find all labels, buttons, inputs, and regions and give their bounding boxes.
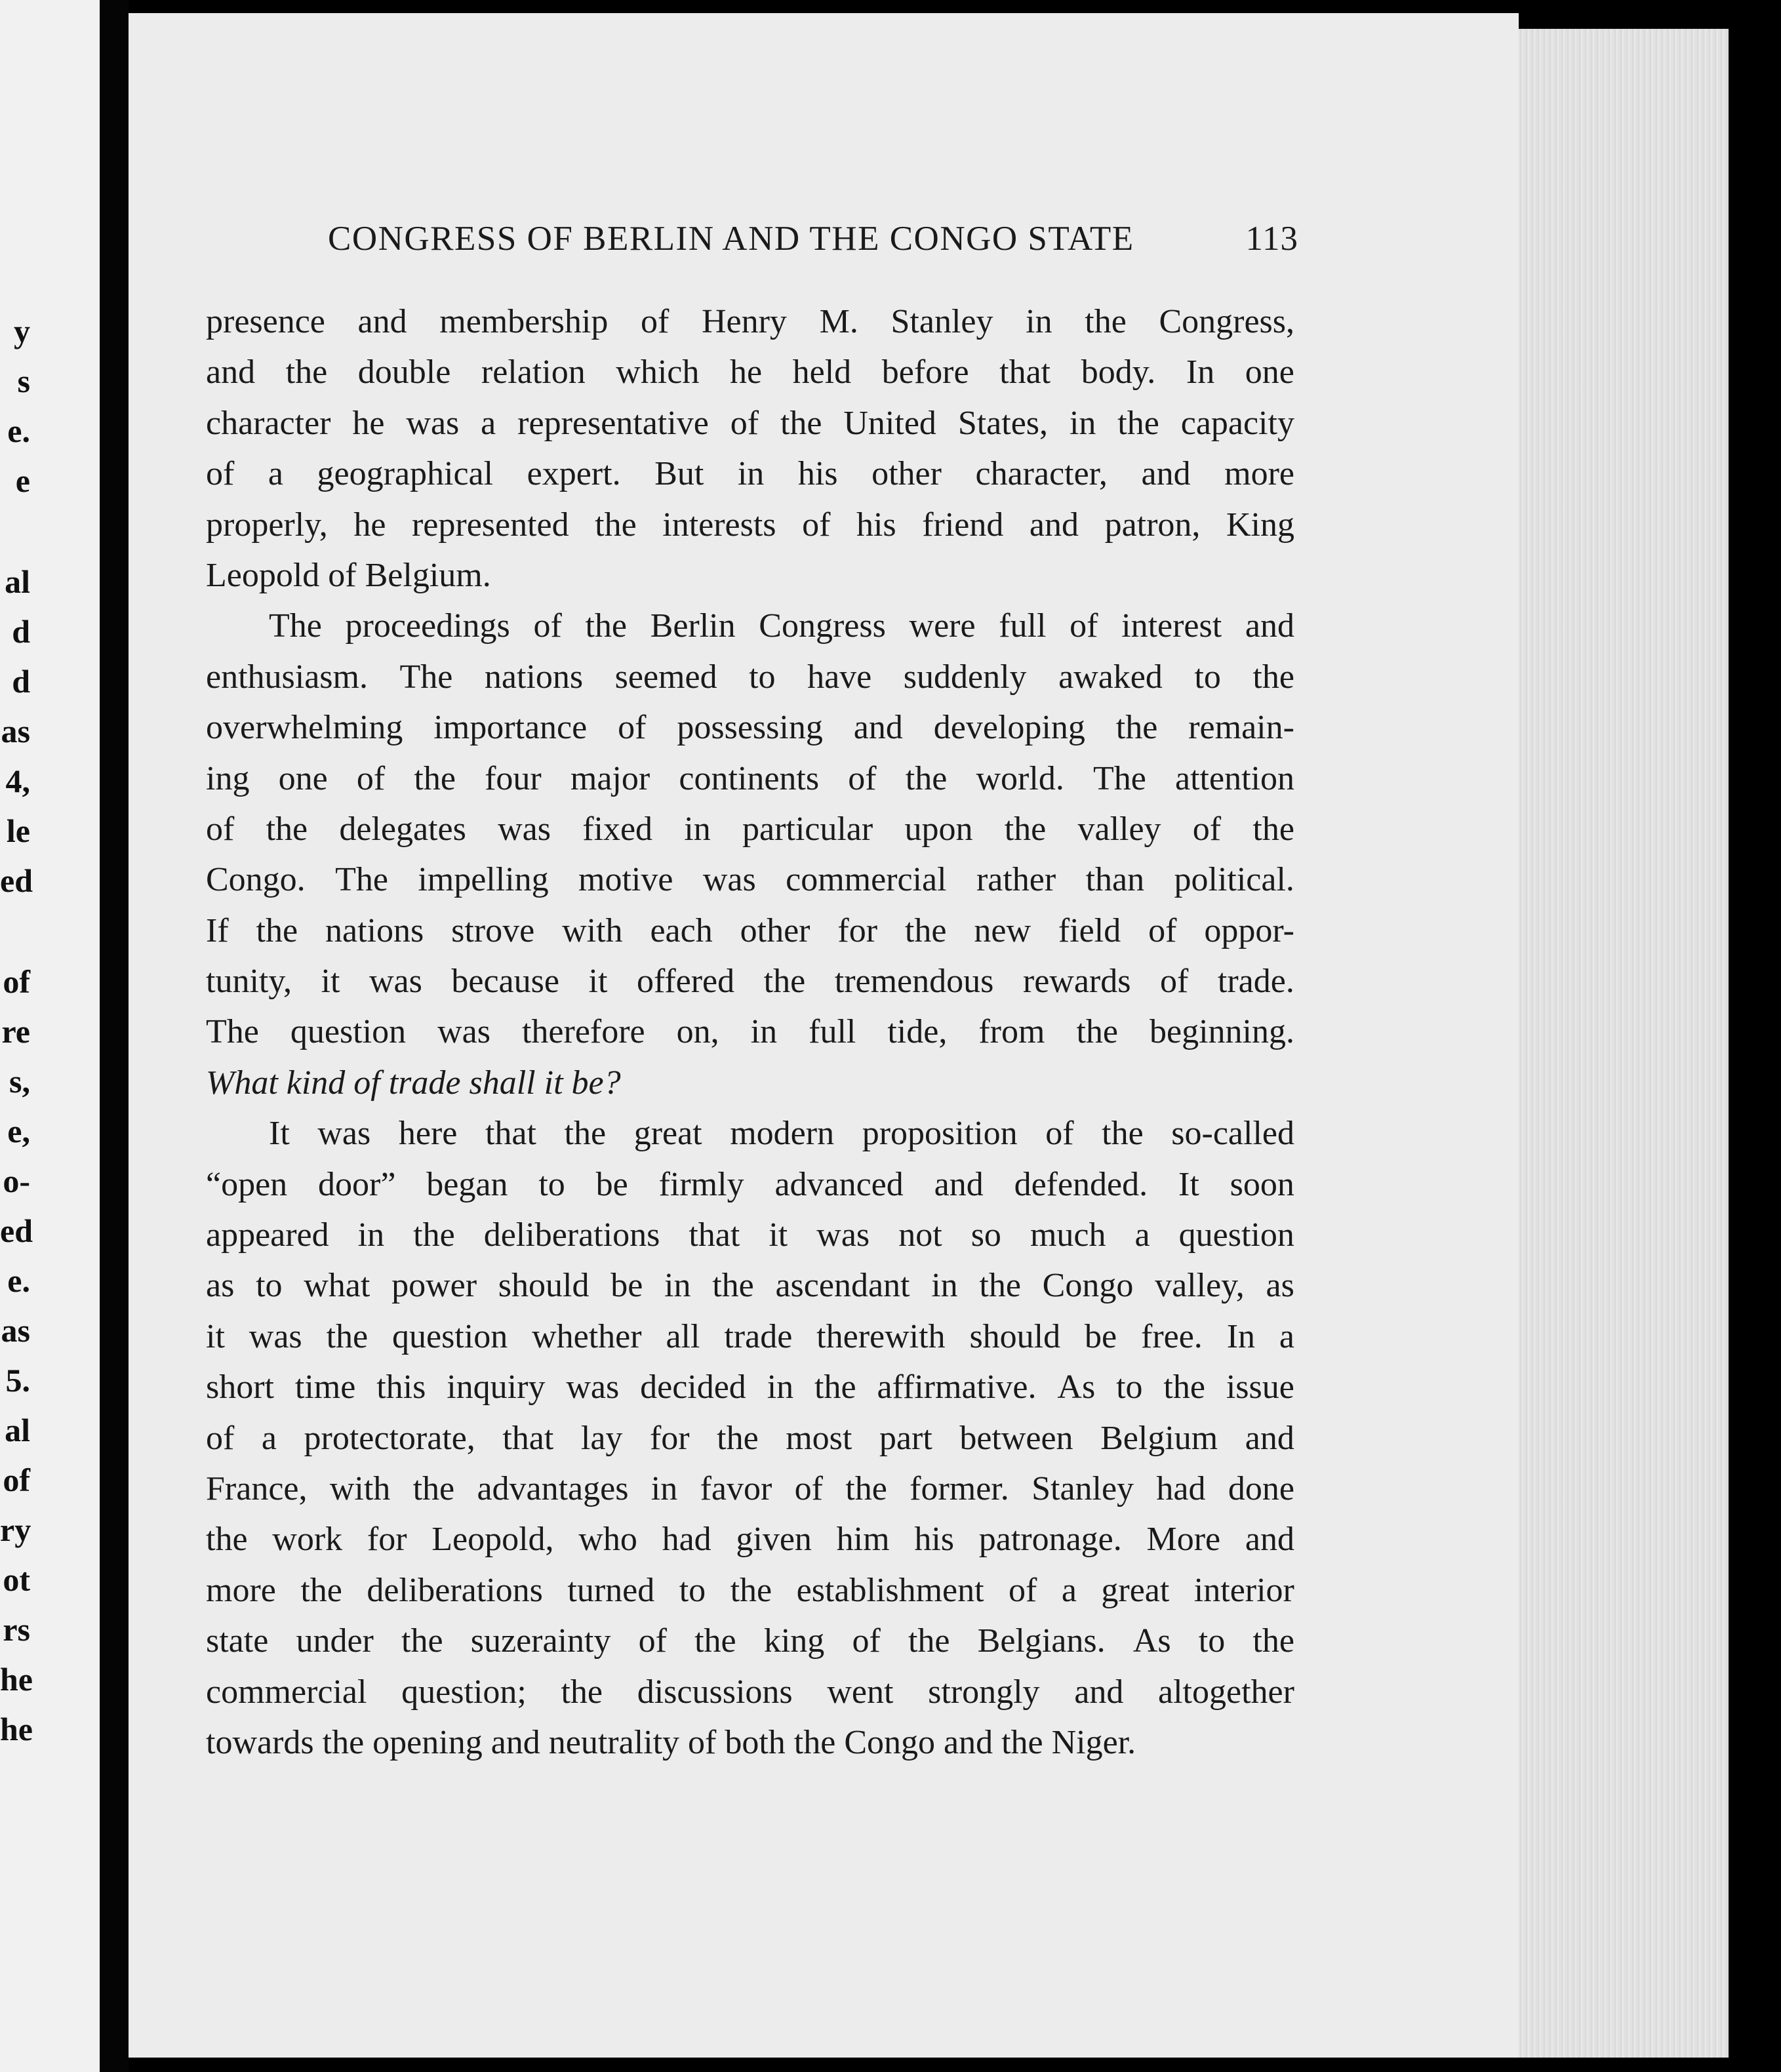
- text-line: short time this inquiry was decided in the affirmative. As to the issue: [206, 1368, 1294, 1406]
- facing-page-fragment: e.: [7, 412, 30, 449]
- text-line: as to what power should be in the ascendant in the Congo valley, as: [206, 1267, 1294, 1305]
- facing-page-fragment: d: [12, 663, 30, 700]
- facing-page-fragment: ed: [0, 862, 33, 899]
- facing-page-fragment: al: [5, 1412, 30, 1448]
- facing-page-fragment: ed: [0, 1212, 33, 1249]
- facing-page-fragment: ry: [0, 1511, 31, 1548]
- facing-page-fragment: le: [6, 812, 30, 849]
- facing-page-fragment: al: [5, 563, 30, 600]
- facing-page-fragment: d: [12, 613, 30, 650]
- text-line: character he was a representative of the United States, in the capacity: [206, 404, 1294, 442]
- facing-page-fragment: of: [3, 963, 30, 1000]
- facing-page-fragment: 4,: [5, 763, 30, 799]
- text-line: overwhelming importance of possessing and developing the remain-: [206, 709, 1294, 747]
- text-line: The question was therefore on, in full tide, from the beginning.: [206, 1013, 1294, 1051]
- facing-page-fragment: he: [0, 1711, 33, 1747]
- text-line: towards the opening and neutrality of both the Congo and the Niger.: [206, 1723, 1136, 1761]
- facing-page-fragment: s,: [9, 1063, 30, 1100]
- text-line: The proceedings of the Berlin Congress were full of interest and: [269, 607, 1294, 645]
- facing-page-fragment: re: [1, 1013, 30, 1050]
- facing-page-fragment: e.: [7, 1262, 30, 1299]
- running-title: CONGRESS OF BERLIN AND THE CONGO STATE: [328, 220, 1134, 258]
- book-gutter: [100, 0, 129, 2072]
- facing-page-fragment: rs: [3, 1611, 30, 1648]
- text-line: enthusiasm. The nations seemed to have suddenly awaked to the: [206, 658, 1294, 696]
- text-line: presence and membership of Henry M. Stanley in the Congress,: [206, 303, 1294, 340]
- text-line: properly, he represented the interests of his friend and patron, King: [206, 506, 1294, 544]
- facing-page-fragment: e,: [7, 1113, 30, 1149]
- facing-page-fragment: 5.: [5, 1362, 30, 1399]
- facing-page-fragment: as: [1, 713, 30, 749]
- facing-page-fragment: y: [14, 313, 30, 349]
- facing-page-fragment: as: [1, 1312, 30, 1349]
- facing-page-fragment: s: [17, 363, 30, 399]
- text-line: Congo. The impelling motive was commercial rather than political.: [206, 861, 1294, 899]
- text-line: ing one of the four major continents of the world. The attention: [206, 759, 1294, 797]
- text-line: France, with the advantages in favor of the former. Stanley had done: [206, 1469, 1294, 1507]
- text-line: and the double relation which he held before that body. In one: [206, 353, 1294, 391]
- text-line: “open door” began to be firmly advanced and defended. It soon: [206, 1165, 1294, 1203]
- facing-page-fragment: he: [0, 1661, 33, 1698]
- text-line: tunity, it was because it offered the tremendous rewards of trade.: [206, 963, 1294, 1001]
- text-line: Leopold of Belgium.: [206, 556, 491, 594]
- text-line: appeared in the deliberations that it was not so much a question: [206, 1216, 1294, 1254]
- text-line: It was here that the great modern proposition of the so-called: [269, 1115, 1294, 1153]
- facing-page-fragment: e: [15, 462, 30, 499]
- running-header: [328, 219, 1298, 258]
- text-line: the work for Leopold, who had given him his patronage. More and: [206, 1521, 1294, 1559]
- facing-page-edge: [0, 0, 100, 2072]
- page-number: 113: [1245, 220, 1298, 258]
- facing-page-fragment: of: [3, 1462, 30, 1498]
- text-line: state under the suzerainty of the king of the Belgians. As to the: [206, 1622, 1294, 1660]
- page-fore-edge: [1519, 29, 1729, 2058]
- text-line: of a geographical expert. But in his other character, and more: [206, 455, 1294, 493]
- text-line: of a protectorate, that lay for the most part between Belgium and: [206, 1419, 1294, 1457]
- text-line: If the nations strove with each other for the new field of oppor-: [206, 911, 1294, 949]
- text-line: of the delegates was fixed in particular upon the valley of the: [206, 810, 1294, 848]
- text-line: it was the question whether all trade therewith should be free. In a: [206, 1317, 1294, 1355]
- text-line: What kind of trade shall it be?: [206, 1064, 621, 1102]
- text-line: more the deliberations turned to the establishment of a great interior: [206, 1571, 1294, 1609]
- body-text: [206, 296, 1294, 1768]
- facing-page-fragment: ot: [3, 1561, 30, 1598]
- facing-page-fragment: o-: [3, 1163, 30, 1199]
- text-line: commercial question; the discussions went strongly and altogether: [206, 1673, 1294, 1711]
